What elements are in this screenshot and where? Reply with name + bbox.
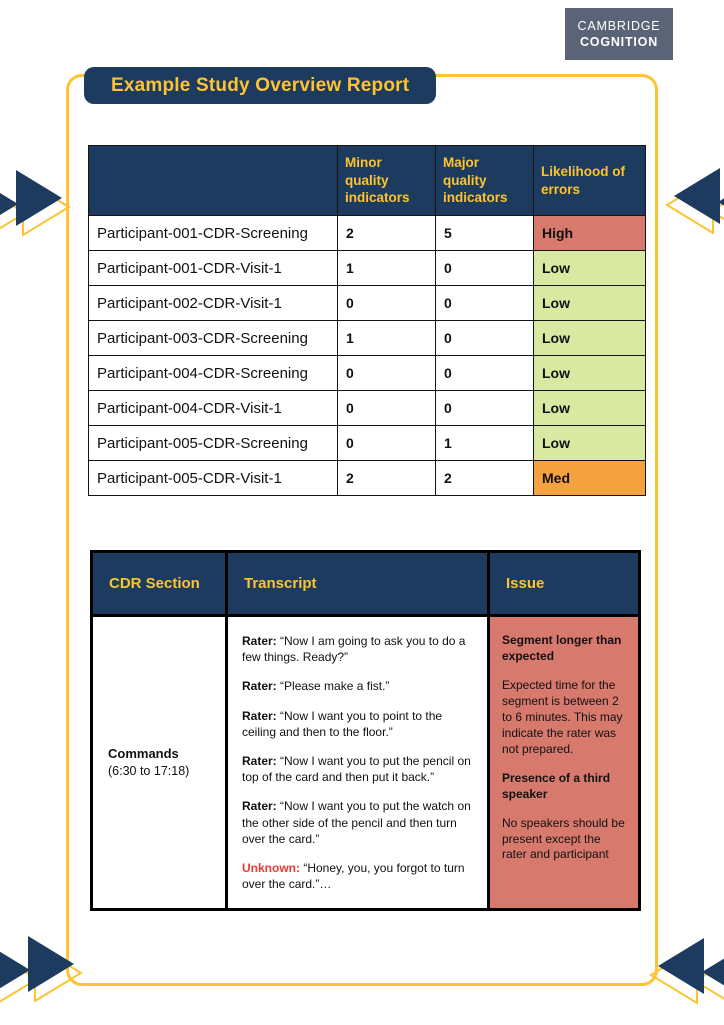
major-indicator-cell: 2 bbox=[436, 461, 534, 496]
major-indicator-cell: 0 bbox=[436, 356, 534, 391]
transcript-table-header bbox=[92, 552, 640, 616]
page-title: Example Study Overview Report bbox=[111, 74, 410, 96]
participant-cell: Participant-002-CDR-Visit-1 bbox=[89, 286, 338, 321]
major-indicator-cell: 0 bbox=[436, 391, 534, 426]
likelihood-cell: Low bbox=[534, 321, 646, 356]
participant-cell: Participant-001-CDR-Visit-1 bbox=[89, 251, 338, 286]
transcript-line: Rater: “Now I want you to point to the ceiling and then to the floor.” bbox=[242, 708, 443, 739]
participant-cell: Participant-005-CDR-Visit-1 bbox=[89, 461, 338, 496]
likelihood-cell: Low bbox=[534, 286, 646, 321]
table-row bbox=[89, 356, 646, 391]
issue-content bbox=[502, 633, 626, 863]
table-row bbox=[89, 286, 646, 321]
participant-cell: Participant-001-CDR-Screening bbox=[89, 216, 338, 251]
speaker-label: Rater: bbox=[242, 799, 277, 814]
table-header-row bbox=[89, 146, 646, 216]
cdr-section-cell bbox=[92, 616, 227, 910]
section-time-range: (6:30 to 17:18) bbox=[108, 763, 190, 778]
quality-table-header bbox=[89, 146, 646, 216]
major-indicator-cell: 0 bbox=[436, 321, 534, 356]
major-indicator-cell: 1 bbox=[436, 426, 534, 461]
minor-indicator-cell: 0 bbox=[338, 286, 436, 321]
minor-indicator-cell: 1 bbox=[338, 251, 436, 286]
participant-column-header bbox=[89, 146, 338, 216]
arrow-decoration-bottom-left-icon bbox=[0, 928, 94, 1018]
minor-indicator-cell: 0 bbox=[338, 391, 436, 426]
speaker-label: Unknown: bbox=[242, 860, 300, 875]
table-header-row bbox=[92, 552, 640, 616]
transcript-line: Rater: “Now I want you to put the pencil on top of the card and then put it back.” bbox=[242, 753, 471, 785]
table-row bbox=[89, 216, 646, 251]
issue-column-header: Issue bbox=[489, 552, 640, 616]
speaker-label: Rater: bbox=[242, 679, 277, 694]
table-row bbox=[89, 321, 646, 356]
transcript-line: Rater: “Now I want you to put the watch on the other side of the pencil and then turn over the card.” bbox=[242, 799, 471, 846]
transcript-table-body bbox=[92, 616, 640, 910]
major-indicator-cell: 5 bbox=[436, 216, 534, 251]
section-name: Commands bbox=[108, 746, 179, 762]
likelihood-cell: Low bbox=[534, 356, 646, 391]
participant-cell: Participant-005-CDR-Screening bbox=[89, 426, 338, 461]
transcript-line: Rater: “Please make a fist.” bbox=[242, 679, 390, 694]
speaker-label: Rater: bbox=[242, 708, 277, 723]
transcript-cell bbox=[227, 616, 489, 910]
minor-indicators-column-header: Minor quality indicators bbox=[338, 146, 436, 216]
transcript-column-header: Transcript bbox=[227, 552, 489, 616]
cambridge-cognition-logo bbox=[565, 8, 673, 60]
quality-table-body bbox=[89, 216, 646, 496]
speaker-label: Rater: bbox=[242, 753, 277, 768]
table-row bbox=[89, 251, 646, 286]
minor-indicator-cell: 0 bbox=[338, 426, 436, 461]
cdr-section-column-header: CDR Section bbox=[92, 552, 227, 616]
table-row bbox=[89, 461, 646, 496]
arrow-decoration-top-left-icon bbox=[0, 162, 82, 252]
transcript-detail-table bbox=[90, 550, 641, 911]
logo-line-2: COGNITION bbox=[579, 35, 659, 49]
minor-indicator-cell: 0 bbox=[338, 356, 436, 391]
issue-body: No speakers should be present except the rater and participant bbox=[502, 815, 625, 862]
table-row bbox=[89, 391, 646, 426]
page-title-bar bbox=[84, 67, 436, 104]
minor-indicator-cell: 1 bbox=[338, 321, 436, 356]
likelihood-cell: Low bbox=[534, 391, 646, 426]
major-indicator-cell: 0 bbox=[436, 251, 534, 286]
issue-body: Expected time for the segment is between 2 to 6 minutes. This may indicate the rater was not prepared. bbox=[502, 677, 623, 756]
likelihood-cell: Low bbox=[534, 426, 646, 461]
issue-cell bbox=[489, 616, 640, 910]
likelihood-cell: Low bbox=[534, 251, 646, 286]
transcript-line: Rater: “Now I am going to ask you to do a few things. Ready?” bbox=[242, 634, 466, 665]
issue-heading: Presence of a third speaker bbox=[502, 770, 611, 801]
transcript-content bbox=[242, 633, 473, 892]
issue-heading: Segment longer than expected bbox=[502, 633, 622, 663]
likelihood-column-header: Likelihood of errors bbox=[534, 146, 646, 216]
minor-indicator-cell: 2 bbox=[338, 461, 436, 496]
likelihood-cell: High bbox=[534, 216, 646, 251]
participant-cell: Participant-004-CDR-Screening bbox=[89, 356, 338, 391]
major-indicator-cell: 0 bbox=[436, 286, 534, 321]
logo-line-1: CAMBRIDGE bbox=[577, 19, 661, 33]
table-row bbox=[89, 426, 646, 461]
quality-overview-table bbox=[88, 145, 646, 496]
minor-indicator-cell: 2 bbox=[338, 216, 436, 251]
transcript-line: Unknown: “Honey, you, you forgot to turn over the card.”… bbox=[242, 860, 465, 892]
arrow-decoration-bottom-right-icon bbox=[638, 930, 724, 1020]
participant-cell: Participant-004-CDR-Visit-1 bbox=[89, 391, 338, 426]
major-indicators-column-header: Major quality indicators bbox=[436, 146, 534, 216]
arrow-decoration-top-right-icon bbox=[654, 160, 724, 250]
speaker-label: Rater: bbox=[242, 634, 277, 648]
likelihood-cell: Med bbox=[534, 461, 646, 496]
participant-cell: Participant-003-CDR-Screening bbox=[89, 321, 338, 356]
table-row bbox=[92, 616, 640, 910]
